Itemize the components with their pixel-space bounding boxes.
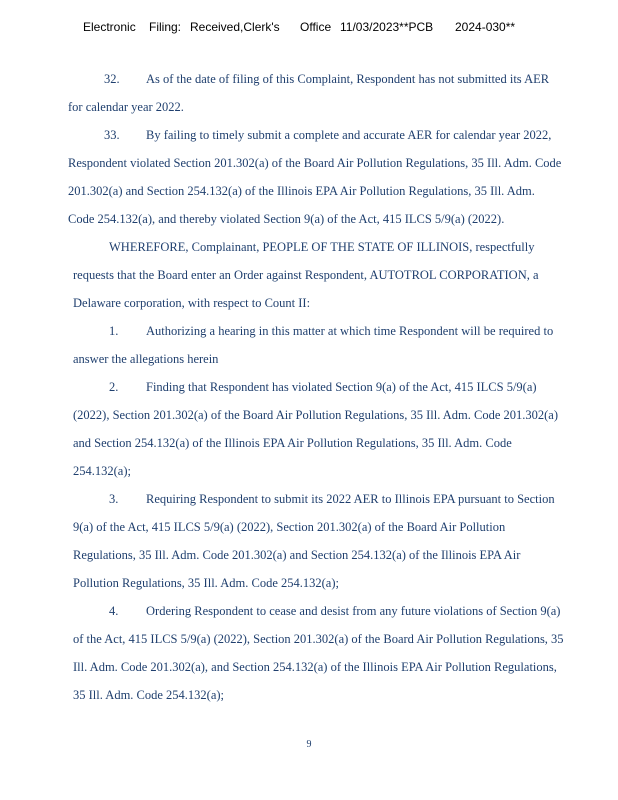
item-line: Finding that Respondent has violated Section 9(a) of the Act, 415 ILCS 5/9(a) (146, 380, 537, 394)
header-received: Received,Clerk's (190, 20, 280, 34)
paragraph-line: As of the date of filing of this Complaint, Respondent has not submitted its AER (146, 72, 550, 86)
paragraph-line: 201.302(a) and Section 254.132(a) of the Illinois EPA Air Pollution Regulations, 35 Ill. Adm. (68, 184, 535, 198)
item-number: 3. (109, 492, 119, 506)
item-number: 4. (109, 604, 119, 618)
item-number: 2. (109, 380, 119, 394)
item-line: Ill. Adm. Code 201.302(a), and Section 254.132(a) of the Illinois EPA Air Pollution Regulations, (73, 660, 557, 674)
header-electronic: Electronic (83, 20, 136, 34)
item-line: (2022), Section 201.302(a) of the Board Air Pollution Regulations, 35 Ill. Adm. Code 201.302(a) (73, 408, 559, 422)
item-line: Pollution Regulations, 35 Ill. Adm. Code 254.132(a); (73, 576, 339, 590)
item-line: 35 Ill. Adm. Code 254.132(a); (73, 688, 225, 702)
item-line: Regulations, 35 Ill. Adm. Code 201.302(a) and Section 254.132(a) of the Illinois EPA Air (73, 548, 521, 562)
paragraph-number: 32. (104, 72, 120, 86)
paragraph-line: WHEREFORE, Complainant, PEOPLE OF THE STATE OF ILLINOIS, respectfully (109, 240, 535, 254)
item-number: 1. (109, 324, 119, 338)
item-line: Requiring Respondent to submit its 2022 AER to Illinois EPA pursuant to Section (146, 492, 555, 506)
item-line: Ordering Respondent to cease and desist from any future violations of Section 9(a) (146, 604, 561, 618)
paragraph-line: Delaware corporation, with respect to Count II: (73, 296, 311, 310)
item-line: of the Act, 415 ILCS 5/9(a) (2022), Section 201.302(a) of the Board Air Pollution Regulations, 35 (73, 632, 564, 646)
item-line: 9(a) of the Act, 415 ILCS 5/9(a) (2022), Section 201.302(a) of the Board Air Pollution (73, 520, 506, 534)
paragraph-line: Respondent violated Section 201.302(a) of the Board Air Pollution Regulations, 35 Ill. Adm. Code (68, 156, 562, 170)
paragraph-line: for calendar year 2022. (68, 100, 184, 114)
paragraph-line: Code 254.132(a), and thereby violated Section 9(a) of the Act, 415 ILCS 5/9(a) (2022). (68, 212, 505, 226)
filing-stamp-header (83, 20, 603, 36)
header-docket: 2024-030** (455, 20, 516, 34)
page-number: 9 (306, 739, 312, 750)
item-line: answer the allegations herein (73, 352, 219, 366)
paragraph-line: By failing to timely submit a complete and accurate AER for calendar year 2022, (146, 128, 552, 142)
item-line: 254.132(a); (73, 464, 131, 478)
item-line: Authorizing a hearing in this matter at which time Respondent will be required to (146, 324, 554, 338)
header-filing: Filing: (149, 20, 182, 34)
paragraph-line: requests that the Board enter an Order against Respondent, AUTOTROL CORPORATION, a (73, 268, 539, 282)
header-date: 11/03/2023**PCB (340, 20, 434, 34)
item-line: and Section 254.132(a) of the Illinois EPA Air Pollution Regulations, 35 Ill. Adm. Code (73, 436, 512, 450)
paragraph-number: 33. (104, 128, 120, 142)
header-office: Office (300, 20, 332, 34)
